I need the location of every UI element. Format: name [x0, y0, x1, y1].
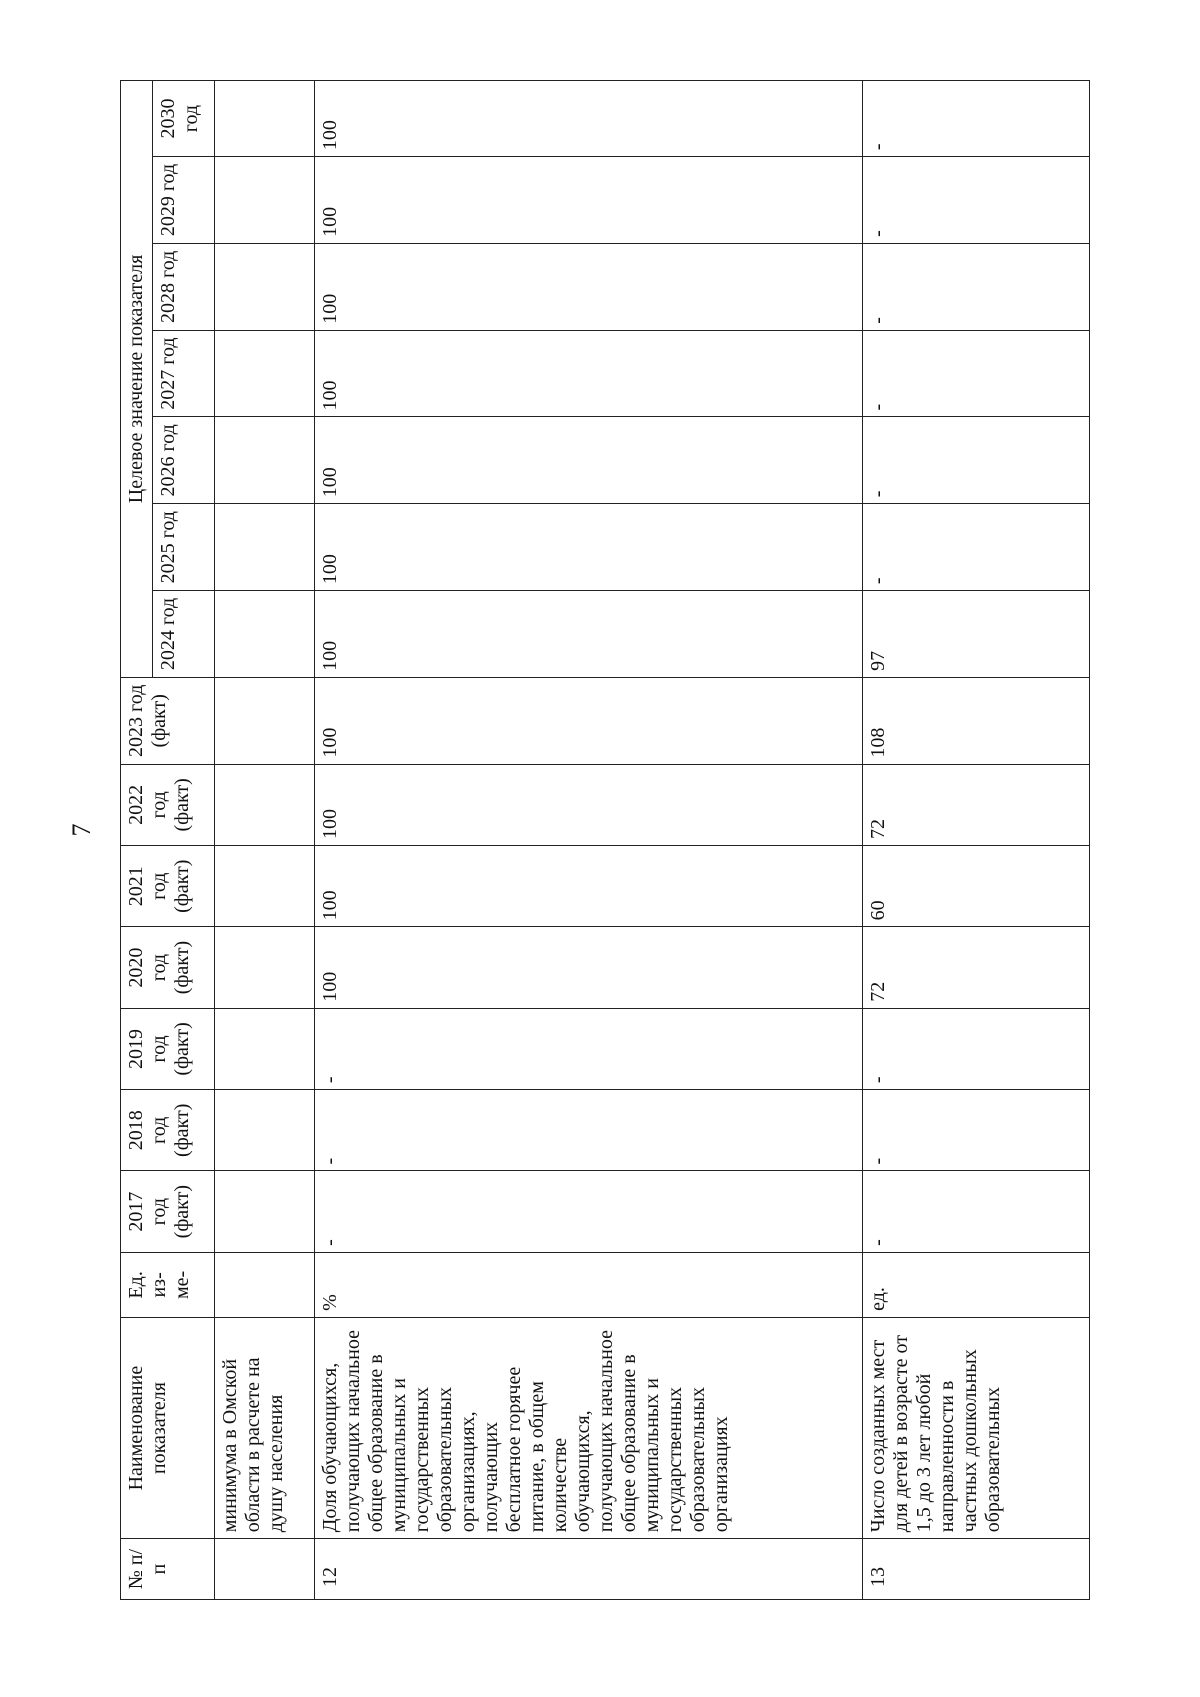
row-unit: ед. [863, 1252, 1090, 1317]
cell-value [215, 1008, 315, 1089]
cell-value: 100 [315, 504, 863, 591]
row-name: минимума в Омской области в расчете на душу населения [215, 1317, 315, 1538]
header-name: Наименование показателя [121, 1317, 215, 1538]
header-year-2019: 2019 год (факт) [121, 1008, 215, 1089]
header-year-2028: 2028 год [153, 243, 215, 330]
cell-value [215, 504, 315, 591]
cell-value [215, 764, 315, 845]
cell-value [215, 846, 315, 927]
cell-value: 100 [315, 417, 863, 504]
header-year-2029: 2029 год [153, 157, 215, 244]
header-year-2024: 2024 год [153, 591, 215, 678]
cell-value: - [863, 243, 1090, 330]
table-row [215, 81, 315, 1600]
cell-value: 100 [315, 677, 863, 764]
cell-value: - [863, 330, 1090, 417]
header-year-2025: 2025 год [153, 504, 215, 591]
cell-value: - [863, 504, 1090, 591]
cell-value: - [863, 81, 1090, 157]
cell-value [215, 330, 315, 417]
header-year-2020: 2020 год (факт) [121, 927, 215, 1008]
cell-value: 60 [863, 846, 1090, 927]
row-num: 13 [863, 1539, 1090, 1600]
cell-value: 100 [315, 764, 863, 845]
cell-value [215, 927, 315, 1008]
cell-value: 100 [315, 591, 863, 678]
table-row [863, 81, 1090, 1600]
cell-value: 100 [315, 243, 863, 330]
cell-value: - [863, 1090, 1090, 1171]
header-year-2027: 2027 год [153, 330, 215, 417]
cell-value: - [863, 157, 1090, 244]
cell-value: - [315, 1008, 863, 1089]
cell-value: 97 [863, 591, 1090, 678]
table-row [315, 81, 863, 1600]
header-year-2021: 2021 год (факт) [121, 846, 215, 927]
cell-value: 72 [863, 764, 1090, 845]
row-unit [215, 1252, 315, 1317]
cell-value [215, 157, 315, 244]
row-name: Число созданных мест для детей в возрасте от 1,5 до 3 лет любой направленности в частных дошкольных образовательных [863, 1317, 1090, 1538]
row-unit: % [315, 1252, 863, 1317]
cell-value: - [315, 1171, 863, 1252]
cell-value: - [863, 417, 1090, 504]
cell-value [215, 81, 315, 157]
header-year-2022: 2022 год (факт) [121, 764, 215, 845]
header-year-2018: 2018 год (факт) [121, 1090, 215, 1171]
cell-value: - [315, 1090, 863, 1171]
page-number: 7 [67, 823, 96, 837]
cell-value [215, 417, 315, 504]
header-year-2017: 2017 год (факт) [121, 1171, 215, 1252]
indicators-table [120, 80, 1090, 1600]
row-num: 12 [315, 1539, 863, 1600]
cell-value: 100 [315, 157, 863, 244]
header-target-group: Целевое значение показателя [121, 81, 153, 678]
header-year-2023: 2023 год (факт) [121, 677, 215, 764]
header-num: № п/п [121, 1539, 215, 1600]
cell-value [215, 243, 315, 330]
cell-value [215, 1171, 315, 1252]
row-num [215, 1539, 315, 1600]
table-container [120, 80, 1090, 1600]
row-name: Доля обучающихся, получающих начальное общее образование в муниципальных и государственных образовательных организациях, получающих бесплатное горячее питание, в общем количестве обучающихся, получающих начальное общее образование в муниципальных и государственных образовательных организациях [315, 1317, 863, 1538]
cell-value: 108 [863, 677, 1090, 764]
cell-value [215, 1090, 315, 1171]
cell-value: 100 [315, 81, 863, 157]
cell-value: - [863, 1171, 1090, 1252]
cell-value: 100 [315, 927, 863, 1008]
cell-value: - [863, 1008, 1090, 1089]
cell-value: 72 [863, 927, 1090, 1008]
cell-value [215, 591, 315, 678]
cell-value: 100 [315, 846, 863, 927]
rotated-table-frame [120, 80, 1090, 1600]
header-year-2030: 2030 год [153, 81, 215, 157]
header-unit: Ед. из- ме- [121, 1252, 215, 1317]
cell-value: 100 [315, 330, 863, 417]
header-year-2026: 2026 год [153, 417, 215, 504]
cell-value [215, 677, 315, 764]
